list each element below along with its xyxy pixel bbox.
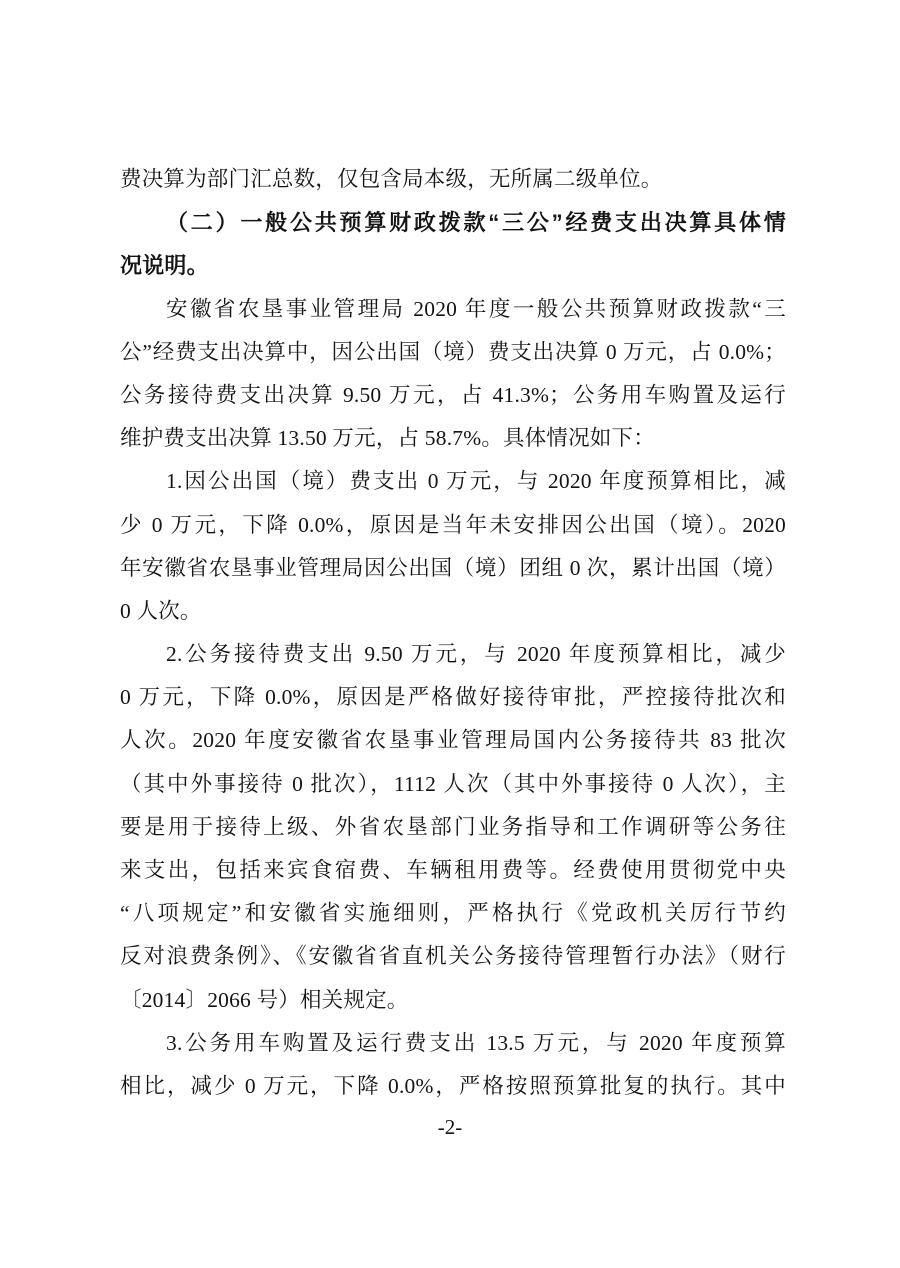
doc-line: 少 0 万元，下降 0.0%，原因是当年未安排因公出国（境）。2020 — [120, 512, 786, 537]
doc-line: 〔2014〕2066 号）相关规定。 — [120, 987, 409, 1012]
doc-line: 安徽省农垦事业管理局 2020 年度一般公共预算财政拨款“三 — [166, 296, 786, 321]
doc-line: 0 万元，下降 0.0%，原因是严格做好接待审批，严控接待批次和 — [120, 685, 786, 710]
doc-line: （其中外事接待 0 批次），1112 人次（其中外事接待 0 人次），主 — [120, 771, 786, 796]
doc-line: 公”经费支出决算中，因公出国（境）费支出决算 0 万元，占 0.0%； — [120, 339, 786, 364]
page-number: -2- — [437, 1115, 463, 1139]
doc-line: 1.因公出国（境）费支出 0 万元，与 2020 年度预算相比，减 — [166, 469, 786, 494]
doc-heading-line: （二）一般公共预算财政拨款“三公”经费支出决算具体情 — [166, 210, 786, 236]
doc-line: 3.公务用车购置及运行费支出 13.5 万元，与 2020 年度预算 — [166, 1030, 786, 1055]
doc-line: 人次。2020 年度安徽省农垦事业管理局国内公务接待共 83 批次 — [120, 728, 786, 753]
doc-line: 0 人次。 — [120, 598, 202, 623]
doc-line: 要是用于接待上级、外省农垦部门业务指导和工作调研等公务往 — [120, 814, 786, 839]
doc-line: 维护费支出决算 13.50 万元，占 58.7%。具体情况如下： — [120, 426, 655, 451]
doc-line: 公务接待费支出决算 9.50 万元，占 41.3%；公务用车购置及运行 — [120, 382, 786, 407]
doc-line: 来支出，包括来宾食宿费、车辆租用费等。经费使用贯彻党中央 — [120, 858, 786, 882]
doc-line: 反对浪费条例》、《安徽省省直机关公务接待管理暂行办法》（财行 — [120, 944, 786, 969]
doc-line: 费决算为部门汇总数，仅包含局本级，无所属二级单位。 — [120, 167, 663, 191]
doc-line: 相比，减少 0 万元，下降 0.0%，严格按照预算批复的执行。其中 — [120, 1073, 786, 1098]
document-text-block — [120, 158, 786, 1108]
doc-heading-line: 况说明。 — [120, 253, 209, 279]
doc-line: 2.公务接待费支出 9.50 万元，与 2020 年度预算相比，减少 — [166, 642, 786, 667]
doc-line: 年安徽省农垦事业管理局因公出国（境）团组 0 次，累计出国（境） — [120, 555, 786, 580]
doc-line: “八项规定”和安徽省实施细则，严格执行《党政机关厉行节约 — [120, 901, 786, 926]
